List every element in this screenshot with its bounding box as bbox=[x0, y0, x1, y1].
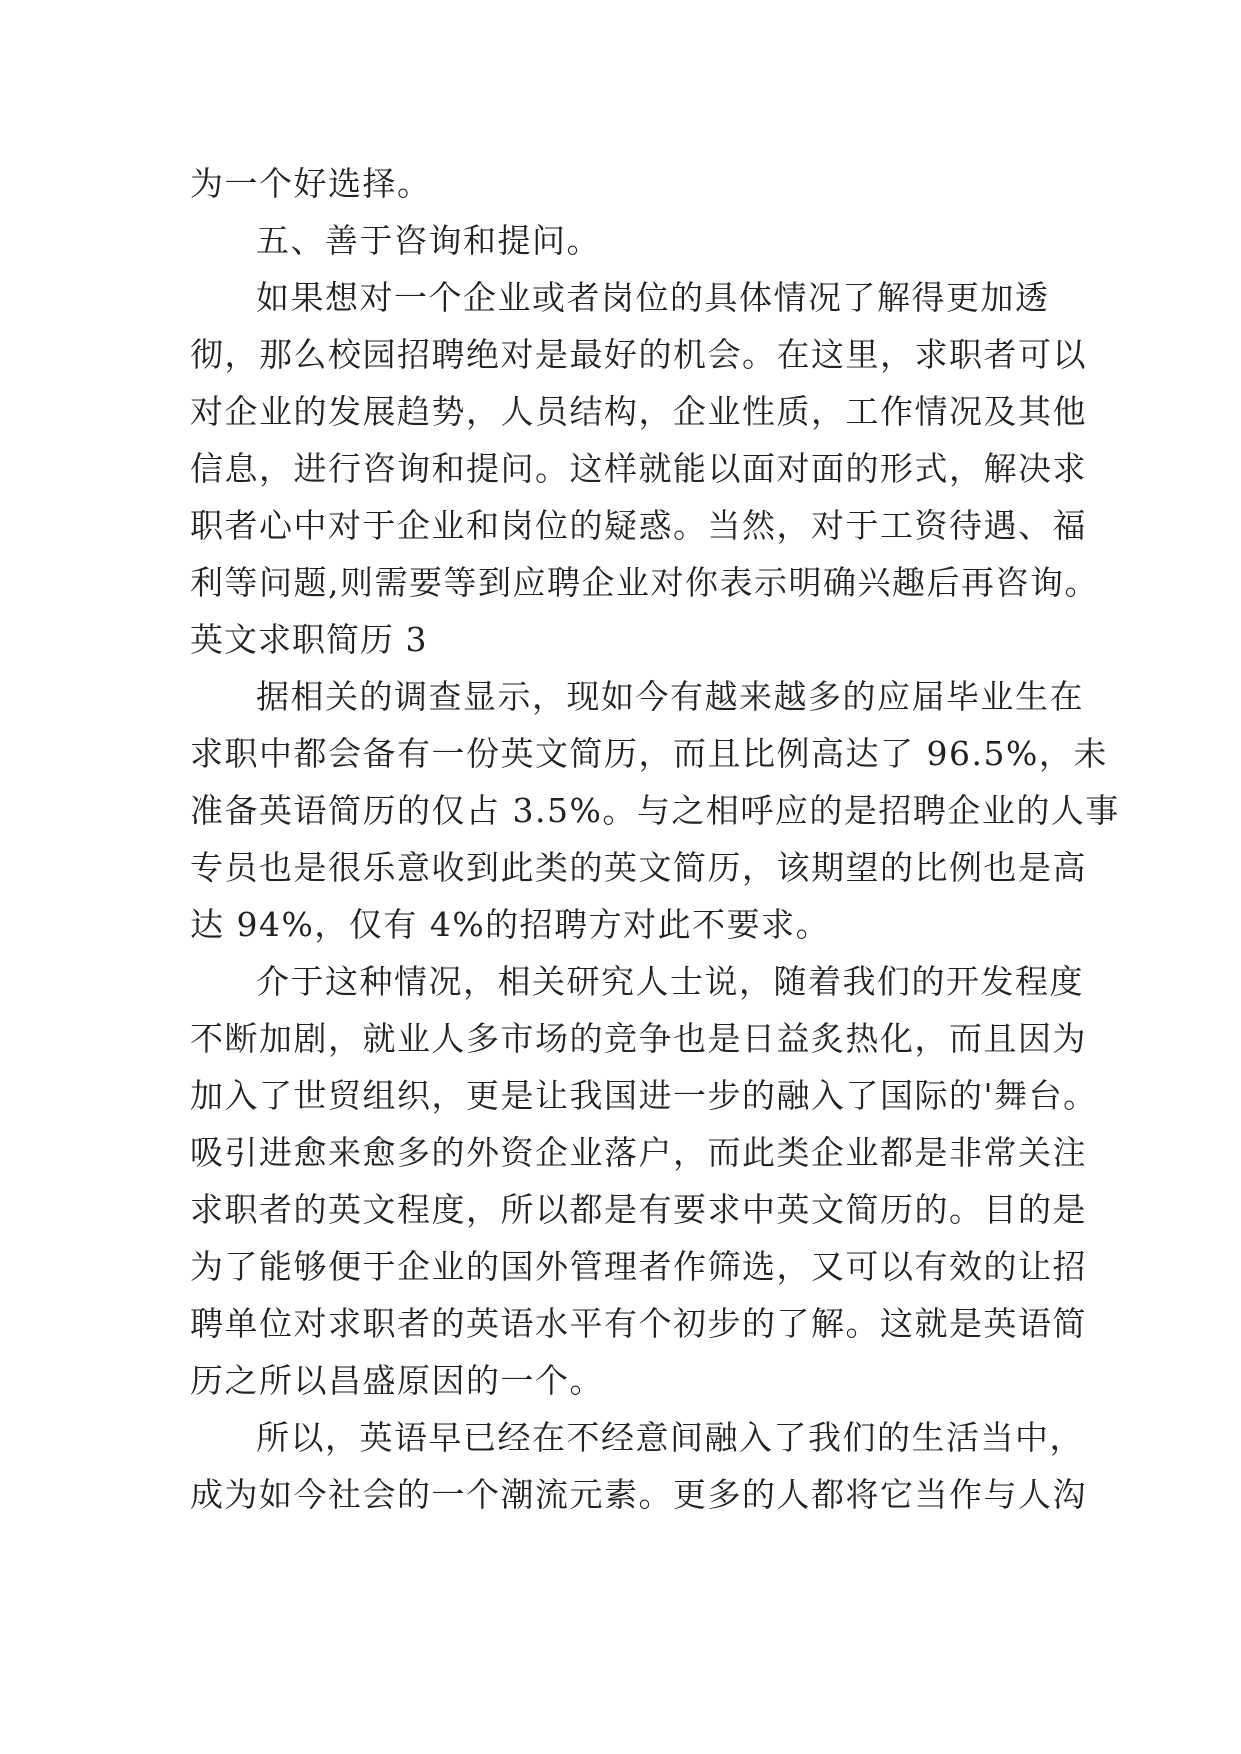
text-line: 所以，英语早已经在不经意间融入了我们的生活当中， bbox=[256, 1418, 1084, 1457]
text-line: 介于这种情况，相关研究人士说，随着我们的开发程度 bbox=[256, 962, 1084, 1001]
text-line: 成为如今社会的一个潮流元素。更多的人都将它当作与人沟 bbox=[190, 1475, 1087, 1514]
text-line: 加入了世贸组织，更是让我国进一步的融入了国际的'舞台。 bbox=[190, 1076, 1098, 1115]
text-line: 准备英语简历的仅占 3.5%。与之相呼应的是招聘企业的人事 bbox=[190, 791, 1120, 830]
text-line: 彻，那么校园招聘绝对是最好的机会。在这里，求职者可以 bbox=[190, 335, 1087, 374]
text-line: 利等问题,则需要等到应聘企业对你表示明确兴趣后再咨询。 bbox=[190, 563, 1099, 602]
text-line: 据相关的调查显示，现如今有越来越多的应届毕业生在 bbox=[256, 677, 1084, 716]
text-line: 求职者的英文程度，所以都是有要求中英文简历的。目的是 bbox=[190, 1190, 1087, 1229]
text-line: 如果想对一个企业或者岗位的具体情况了解得更加透 bbox=[256, 278, 1050, 317]
section-title: 英文求职简历 3 bbox=[190, 620, 428, 659]
text-line: 为了能够便于企业的国外管理者作筛选，又可以有效的让招 bbox=[190, 1247, 1087, 1286]
text-line: 为一个好选择。 bbox=[190, 164, 432, 203]
text-line: 专员也是很乐意收到此类的英文简历，该期望的比例也是高 bbox=[190, 848, 1087, 887]
text-line: 对企业的发展趋势，人员结构，企业性质，工作情况及其他 bbox=[190, 392, 1087, 431]
text-line: 聘单位对求职者的英语水平有个初步的了解。这就是英语简 bbox=[190, 1304, 1087, 1343]
section-heading: 五、善于咨询和提问。 bbox=[256, 221, 601, 260]
text-line: 达 94%，仅有 4%的招聘方对此不要求。 bbox=[190, 905, 831, 944]
text-line: 职者心中对于企业和岗位的疑惑。当然，对于工资待遇、福 bbox=[190, 506, 1087, 545]
text-line: 历之所以昌盛原因的一个。 bbox=[190, 1361, 604, 1400]
text-line: 求职中都会备有一份英文简历，而且比例高达了 96.5%，未 bbox=[190, 734, 1108, 773]
text-line: 信息，进行咨询和提问。这样就能以面对面的形式，解决求 bbox=[190, 449, 1087, 488]
text-line: 吸引进愈来愈多的外资企业落户，而此类企业都是非常关注 bbox=[190, 1133, 1087, 1172]
text-line: 不断加剧，就业人多市场的竞争也是日益炙热化，而且因为 bbox=[190, 1019, 1087, 1058]
